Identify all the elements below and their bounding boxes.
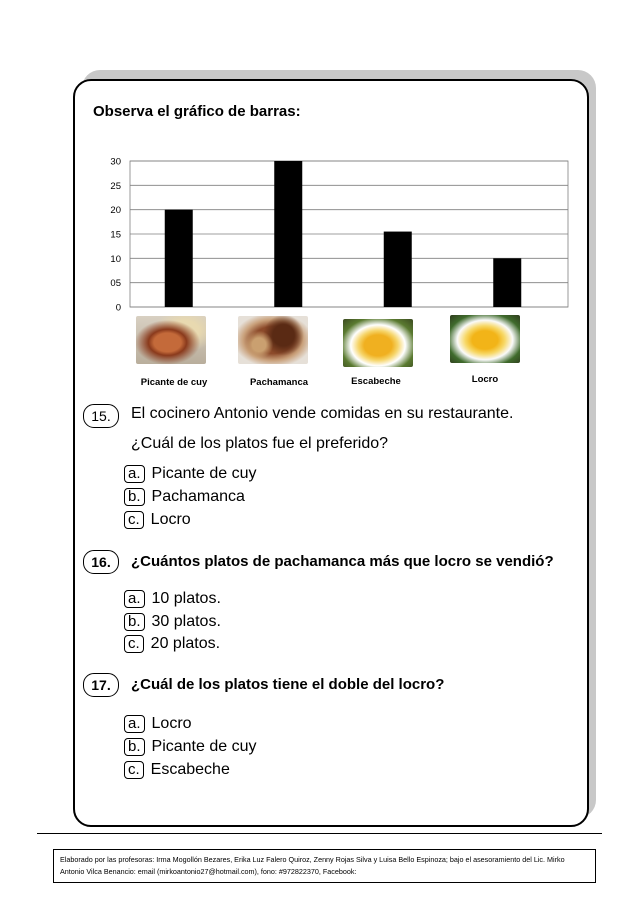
answer-option[interactable] [124, 611, 221, 633]
pachamanca-photo [238, 316, 308, 364]
y-tick-label: 30 [110, 156, 121, 168]
y-tick-label: 20 [110, 205, 121, 217]
question-number: 17. [83, 673, 119, 697]
option-letter: b. [124, 613, 145, 631]
option-letter: a. [124, 715, 145, 733]
option-text: Locro [150, 511, 191, 528]
category-label: Locro [471, 374, 499, 385]
answer-option[interactable] [124, 759, 230, 781]
footer-line: Elaborado por las profesoras: Irma Mogollón Bezares, Erika Luz Falero Quiroz, Zenny Rojas Silva y Luisa Bello Espinoza; bajo el asesoramiento del Lic. Mirko [60, 855, 565, 864]
option-text: Picante de cuy [151, 738, 257, 755]
y-tick-label: 0 [115, 302, 121, 314]
answer-option[interactable] [124, 486, 245, 508]
option-text: 20 platos. [150, 635, 221, 652]
option-letter: c. [124, 635, 144, 653]
question-number: 15. [83, 404, 119, 428]
picante-de-cuy-photo [136, 316, 206, 364]
footer-divider [37, 833, 602, 834]
category-label: Pachamanca [249, 377, 309, 388]
footer-credits [53, 849, 596, 883]
category-label: Picante de cuy [140, 377, 208, 388]
option-letter: c. [124, 511, 144, 529]
option-letter: a. [124, 590, 145, 608]
option-text: 10 platos. [151, 590, 221, 607]
section-heading: Observa el gráfico de barras: [93, 103, 301, 120]
category-label: Escabeche [351, 376, 401, 387]
option-letter: c. [124, 761, 144, 779]
option-letter: a. [124, 465, 145, 483]
question-text: ¿Cuál de los platos tiene el doble del locro? [131, 676, 445, 693]
answer-option[interactable] [124, 588, 221, 610]
option-text: Picante de cuy [151, 465, 257, 482]
question-text: ¿Cuántos platos de pachamanca más que locro se vendió? [131, 553, 554, 570]
option-text: Pachamanca [151, 488, 245, 505]
bar [493, 258, 521, 307]
answer-option[interactable] [124, 463, 256, 485]
y-tick-label: 15 [110, 229, 121, 241]
y-tick-label: 05 [110, 278, 121, 290]
y-tick-label: 25 [110, 180, 121, 192]
answer-option[interactable] [124, 509, 191, 531]
y-tick-label: 10 [110, 253, 121, 265]
option-letter: b. [124, 488, 145, 506]
question-text: El cocinero Antonio vende comidas en su restaurante. [131, 405, 514, 422]
answer-option[interactable] [124, 633, 220, 655]
answer-option[interactable] [124, 713, 192, 735]
question-number: 16. [83, 550, 119, 574]
footer-line: Antonio Vilca Benancio: email (mirkoantonio27@hotmail.com), fono: #972822370, Facebook: [60, 867, 357, 876]
option-letter: b. [124, 738, 145, 756]
escabeche-photo [343, 319, 413, 367]
bar [165, 210, 193, 307]
question-text: ¿Cuál de los platos fue el preferido? [131, 435, 389, 452]
option-text: Locro [151, 715, 192, 732]
locro-photo [450, 315, 520, 363]
answer-option[interactable] [124, 736, 256, 758]
option-text: Escabeche [150, 761, 230, 778]
option-text: 30 platos. [151, 613, 221, 630]
bar [384, 232, 412, 307]
bar [274, 161, 302, 307]
bar-chart [98, 150, 573, 315]
